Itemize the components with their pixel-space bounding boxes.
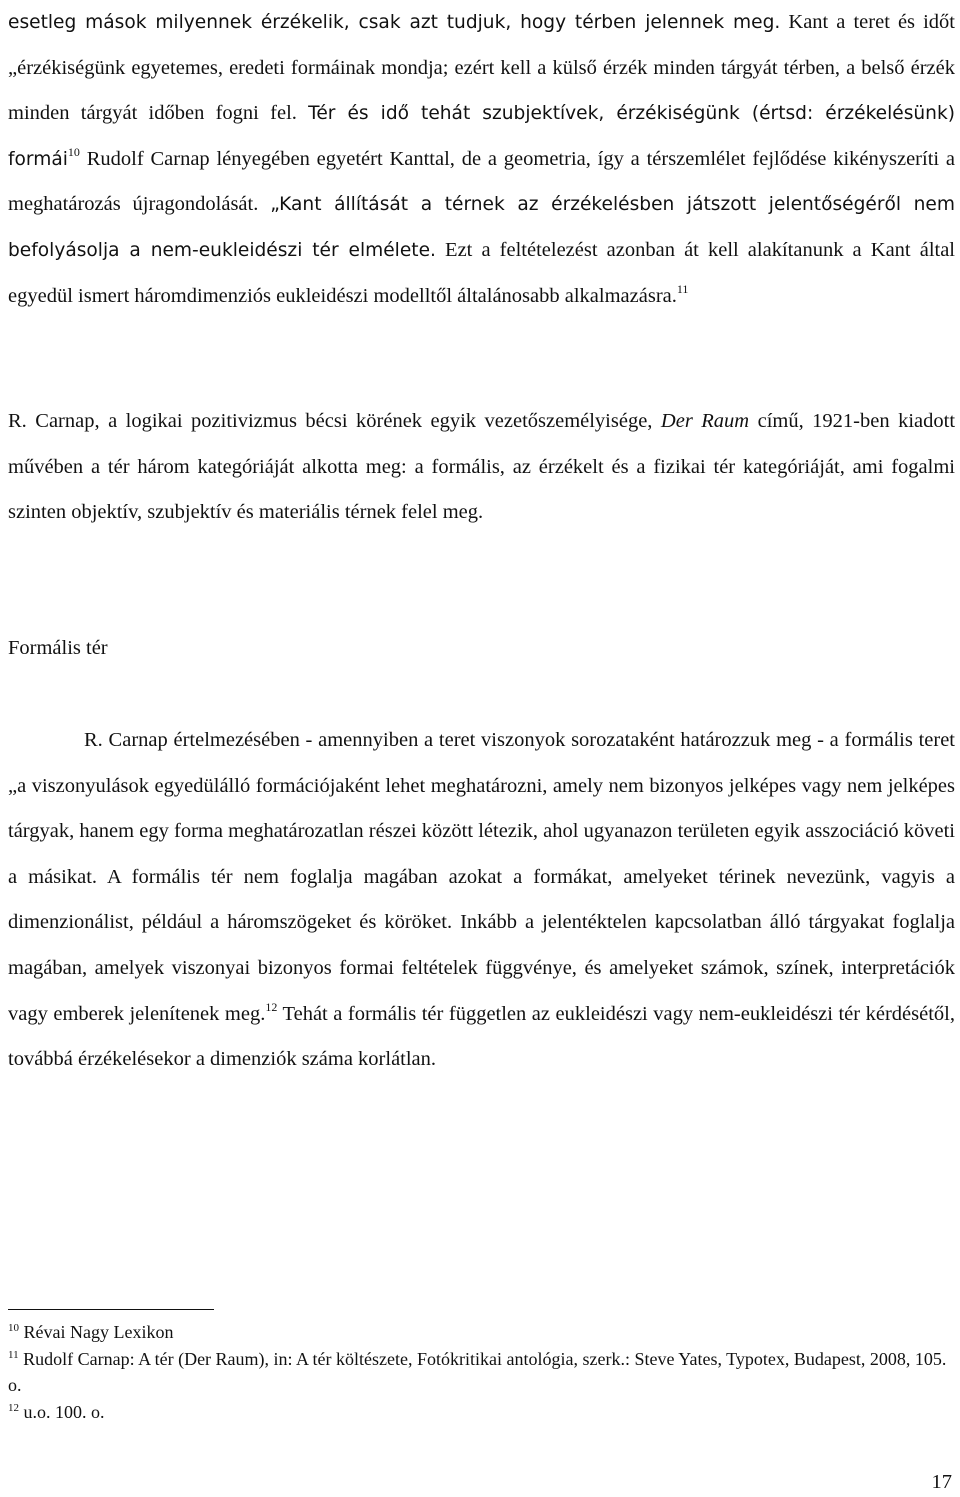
page-number: 17 xyxy=(931,1471,952,1493)
footnote-divider xyxy=(8,1309,214,1310)
paragraph-kant-carnap xyxy=(8,0,955,319)
text-segment: R. Carnap értelmezésében - amennyiben a teret viszonyok sorozataként határozzuk meg - a formális teret „a viszonyulások egyedülálló formációjaként lehet meghatározni, amely nem bizonyos jelképes vagy nem jelképes tárgyak, hanem egy forma meghatározatlan részei között létezik, ahol ugyanazon területen egyik asszociáció követi a másikat. xyxy=(8,729,955,888)
text-segment: Kant a teret és időt „érzékiségünk egyetemes, eredeti formáinak mondja; ezért kell a külső érzék minden tárgyát térben, a belső érzék minden tárgyát időben fogni fel. xyxy=(8,11,956,125)
text-segment: Ezt a feltételezést azonban át kell alakítanunk a Kant által egyedül ismert háromdimenziós eukleidészi modelltől általánosabb alkalmazásra. xyxy=(8,238,955,307)
text-segment: Tér és idő tehát szubjektívek, érzékiségünk (értsd: érzékelésünk) formái xyxy=(8,103,955,170)
footnote-number: 12 xyxy=(8,1401,19,1414)
footnote-reference[interactable]: 10 xyxy=(67,144,80,159)
text-segment: Inkább a jelentéktelen kapcsolatban álló tárgyakat foglalja magában, amelyek viszonyai bizonyos formai feltételek függvénye, és amelyeket számok, színek, interpretációk vagy emberek jelenítenek meg. xyxy=(8,911,955,1025)
text-segment: A formális tér nem foglalja magában azokat a formákat, amelyeket térinek nevezünk, vagyis a dimenzionálist, például a háromszögeket és köröket. xyxy=(8,865,955,934)
footnotes xyxy=(8,1319,955,1425)
footnote-number: 10 xyxy=(8,1322,19,1334)
text-segment: Tehát a formális tér független az eukleidészi vagy nem-eukleidészi tér kérdésétől, továbbá érzékelésekor a dimenziók száma korlátlan. xyxy=(8,1002,955,1071)
text-segment: Rudolf Carnap lényegében egyetért Kanttal, de a geometria, így a térszemlélet fejlődése kikényszeríti a meghatározás újragondolását. xyxy=(8,147,956,216)
footnote-text: Révai Nagy Lexikon xyxy=(23,1322,174,1342)
footnote-text: Rudolf Carnap: A tér (Der Raum), in: A tér költészete, Fotókritikai antológia, szerk.: Steve Yates, Typotex, Budapest, 2008, 105. o. xyxy=(8,1348,947,1395)
text-segment: R. Carnap, a logikai pozitivizmus bécsi körének egyik vezetőszemélyisége, xyxy=(8,410,653,432)
text-segment: esetleg mások milyennek érzékelik, csak azt tudjuk, hogy térben jelennek meg. xyxy=(8,12,781,33)
footnote xyxy=(8,1399,955,1426)
section-heading: Formális tér xyxy=(8,637,108,659)
text-segment: „Kant állítását a térnek az érzékelésben játszott jelentőségéről nem befolyásolja a nem-eukleidészi tér elmélete. xyxy=(8,194,955,261)
footnote xyxy=(8,1319,955,1346)
text-segment: című, 1921-ben kiadott művében a tér három kategóriáját alkotta meg: a formális, az érzékelt és a fizikai tér kategóriáját, ami fogalmi szinten objektív, szubjektív és materiális térnek felel meg. xyxy=(8,410,956,524)
footnote-reference[interactable]: 11 xyxy=(676,281,689,296)
paragraph-carnap-categories xyxy=(8,399,955,536)
footnote xyxy=(8,1346,955,1399)
footnote-text: u.o. 100. o. xyxy=(23,1401,105,1422)
book-title: Der Raum xyxy=(660,410,750,432)
footnote-number: 11 xyxy=(8,1348,19,1361)
paragraph-formal-space xyxy=(8,718,955,1083)
footnote-reference[interactable]: 12 xyxy=(265,999,278,1014)
